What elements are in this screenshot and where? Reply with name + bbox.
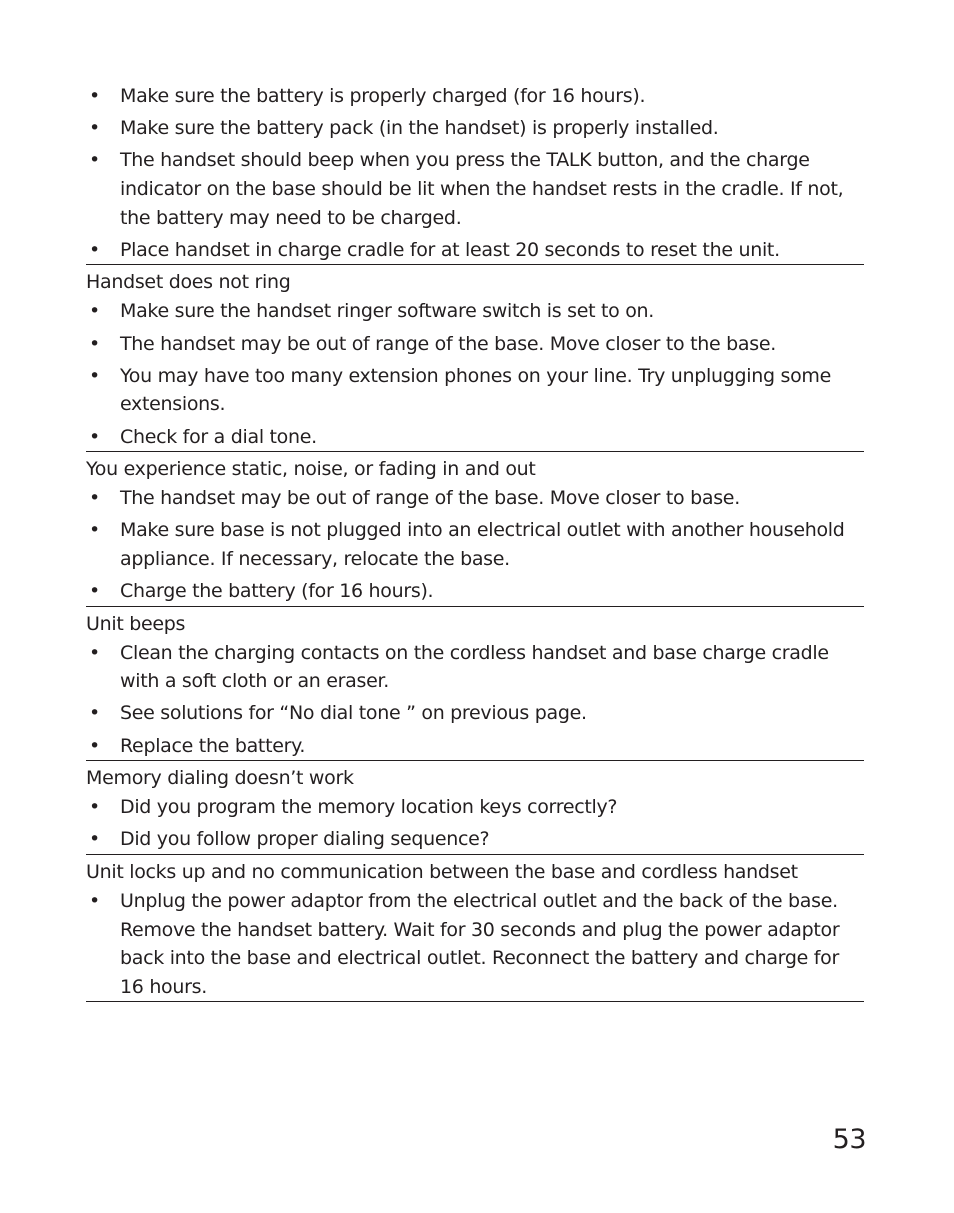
list-item: • Make sure base is not plugged into an electrical outlet with another household appliance. If necessary, relocate the base. [86,516,864,573]
section-heading: Unit locks up and no communication between the base and cordless handset [86,861,798,883]
section-handset-does-not-ring [86,265,864,452]
bullet-icon: • [89,702,100,725]
bullet-icon: • [89,300,100,323]
item-list [86,793,864,854]
bullet-icon: • [89,85,100,107]
bullet-icon: • [89,238,100,261]
list-item: • Charge the battery (for 16 hours). [86,577,864,606]
section-battery [86,82,864,265]
bullet-icon: • [89,796,100,819]
list-item: • The handset should beep when you press the TALK button, and the charge indicator on the base should be lit when the handset rests in the cradle. If not, the battery may need to be charged. [86,146,864,232]
list-item: • Make sure the battery pack (in the handset) is properly installed. [86,114,864,143]
bullet-icon: • [89,828,100,851]
section-unit-locks-up [86,855,864,1002]
item-list [86,887,864,1001]
page-number: 53 [832,1124,866,1155]
list-item: • Make sure the battery is properly charged (for 16 hours). [86,82,864,111]
section-heading: You experience static, noise, or fading in and out [86,458,536,481]
section-heading: Memory dialing doesn’t work [86,767,354,790]
section-unit-beeps [86,607,864,762]
bullet-icon: • [89,890,100,912]
list-item: • Unplug the power adaptor from the electrical outlet and the back of the base. Remove the handset battery. Wait for 30 seconds and plug the power adaptor back into the base and electrical outlet. Reconnect the battery and charge for 16 hours. [86,887,864,1001]
list-item: • Clean the charging contacts on the cordless handset and base charge cradle with a soft cloth or an eraser. [86,639,864,696]
item-list [86,297,864,451]
bullet-icon: • [89,519,100,542]
section-heading: Unit beeps [86,612,186,635]
bullet-icon: • [89,487,100,510]
item-list [86,639,864,761]
bullet-icon: • [89,149,100,172]
section-heading: Handset does not ring [86,271,291,294]
list-item: • See solutions for “No dial tone ” on previous page. [86,699,864,728]
list-item: • The handset may be out of range of the base. Move closer to the base. [86,330,864,359]
list-item: • Did you program the memory location keys correctly? [86,793,864,822]
troubleshooting-content [86,82,864,1002]
item-list [86,484,864,606]
list-item: • The handset may be out of range of the base. Move closer to base. [86,484,864,513]
bullet-icon: • [89,332,100,355]
list-item: • Make sure the handset ringer software switch is set to on. [86,297,864,326]
list-item: • You may have too many extension phones on your line. Try unplugging some extensions. [86,362,864,419]
list-item: • Replace the battery. [86,732,864,761]
bullet-icon: • [89,641,100,664]
list-item: • Place handset in charge cradle for at least 20 seconds to reset the unit. [86,236,864,265]
list-item: • Did you follow proper dialing sequence? [86,825,864,854]
bullet-icon: • [89,734,100,757]
section-memory-dialing [86,761,864,855]
bullet-icon: • [89,364,100,387]
item-list [86,82,864,264]
list-item: • Check for a dial tone. [86,423,864,452]
section-static-noise [86,452,864,607]
bullet-icon: • [89,117,100,140]
bullet-icon: • [89,425,100,448]
bullet-icon: • [89,580,100,603]
